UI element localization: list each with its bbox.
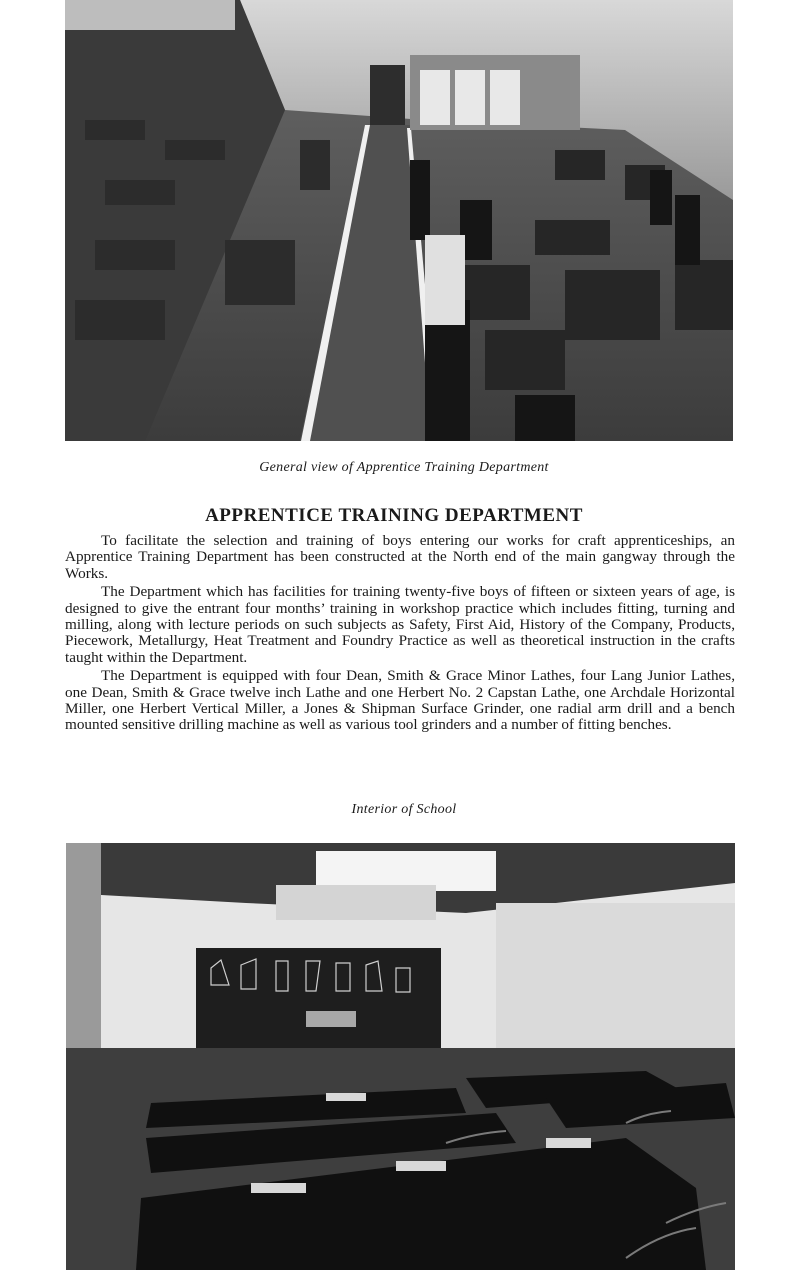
workshop-photo — [65, 0, 733, 441]
article-body — [65, 533, 735, 736]
classroom-photo — [66, 843, 735, 1270]
article-title: APPRENTICE TRAINING DEPARTMENT — [205, 505, 583, 526]
paragraph-2: The Department which has facilities for training twenty-five boys of fifteen or sixteen years of age, is designed to give the entrant four months’ training in workshop practice which includes fitting, turning and milling, along with lecture periods on such subjects as Safety, First Aid, History of the Company, Products, Piecework, Metallurgy, Heat Treatment and Foundry Practice as well as theoretical instruction in the crafts taught within the Department. — [65, 583, 735, 666]
caption-school: Interior of School — [351, 802, 457, 817]
paragraph-1: To facilitate the selection and training of boys entering our works for craft apprenticeships, an Apprentice Training Department has been constructed at the North end of the main gangway through the Works. — [65, 532, 735, 582]
caption-workshop: General view of Apprentice Training Department — [259, 460, 549, 475]
paragraph-3: The Department is equipped with four Dean, Smith & Grace Minor Lathes, four Lang Junior Lathes, one Dean, Smith & Grace twelve inch Lathe and one Herbert No. 2 Capstan Lathe, one Archdale Horizontal Miller, one Herbert Vertical Miller, a Jones & Shipman Surface Grinder, one radial arm drill and a bench mounted sensitive drilling machine as well as various tool grinders and a number of fitting benches. — [65, 667, 735, 734]
